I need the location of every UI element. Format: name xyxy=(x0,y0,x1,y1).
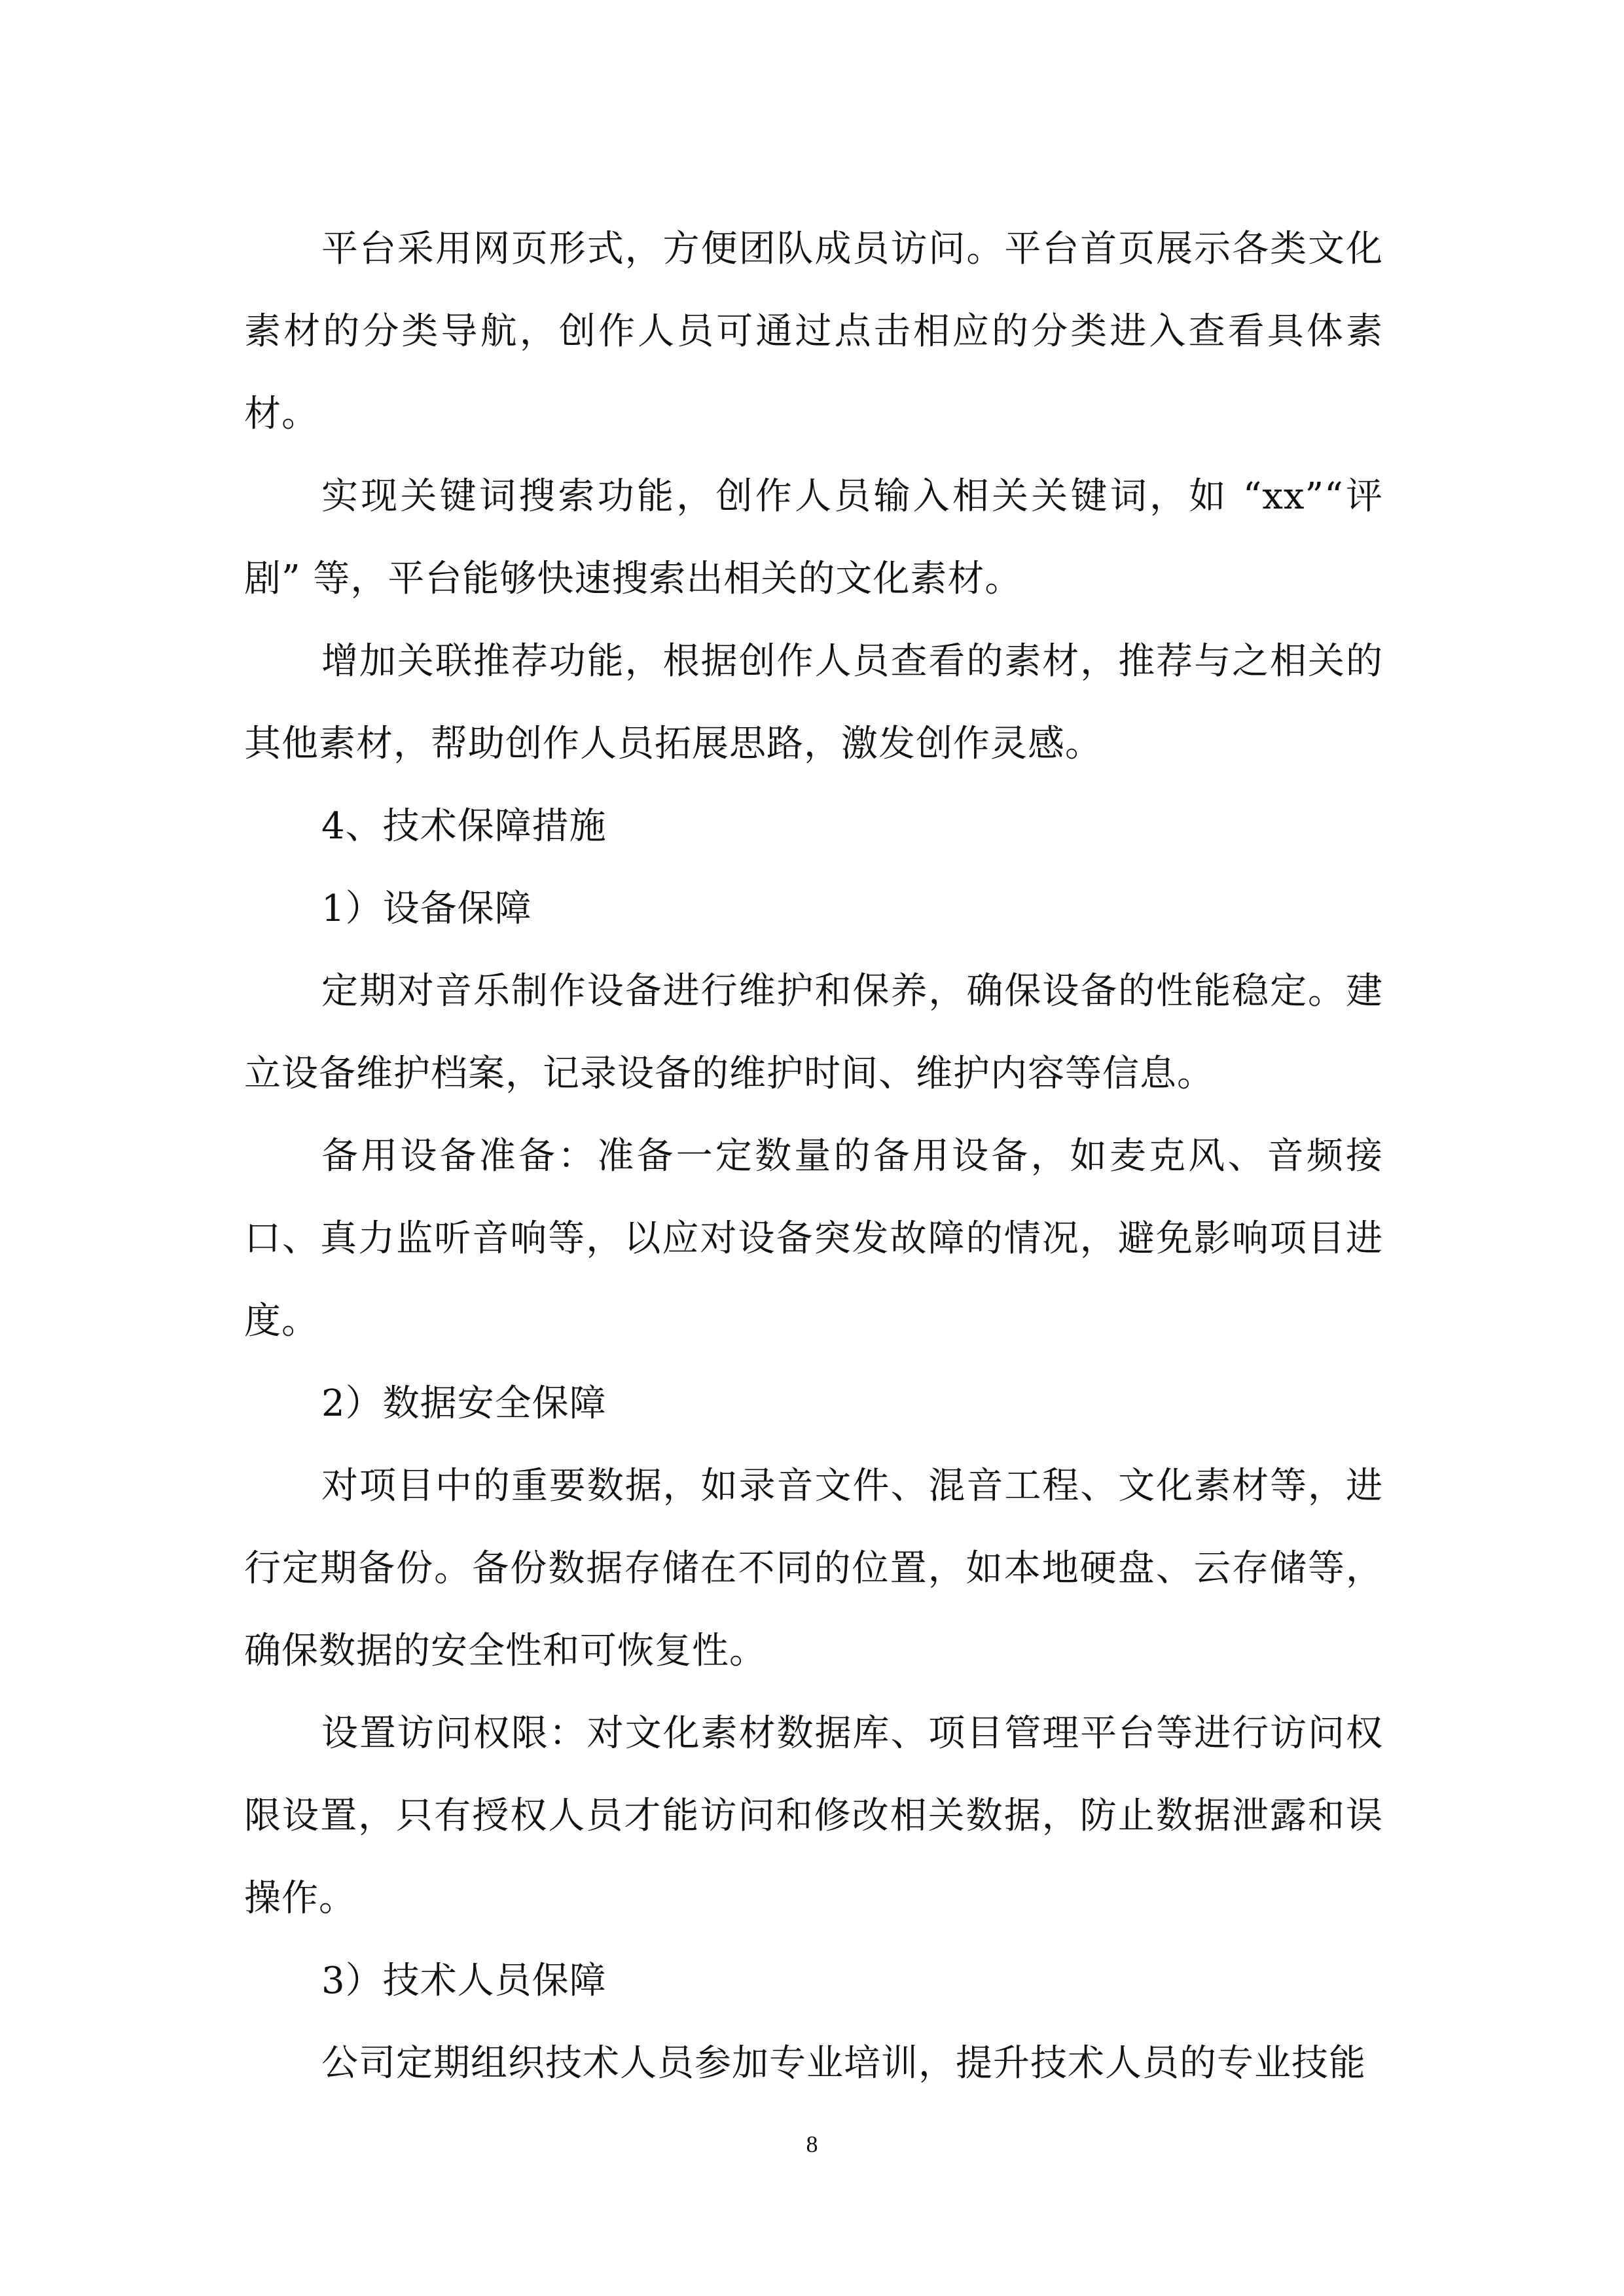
document-body xyxy=(244,208,1383,2105)
heading-equipment: 1）设备保障 xyxy=(321,888,532,930)
paragraph-platform-web: 平台采用网页形式，方便团队成员访问。平台首页展示各类文化素材的分类导航，创作人员可通过点击相应的分类进入查看具体素材。 xyxy=(244,228,1383,435)
paragraph-data-backup: 对项目中的重要数据，如录音文件、混音工程、文化素材等，进行定期备份。备份数据存储在不同的位置，如本地硬盘、云存储等，确保数据的安全性和可恢复性。 xyxy=(244,1465,1383,1672)
paragraph-equipment-maintenance: 定期对音乐制作设备进行维护和保养，确保设备的性能稳定。建立设备维护档案，记录设备的维护时间、维护内容等信息。 xyxy=(244,970,1383,1095)
paragraph-keyword-search: 实现关键词搜索功能，创作人员输入相关关键词，如 “xx”“评剧” 等，平台能够快速搜索出相关的文化素材。 xyxy=(244,475,1383,600)
heading-data-security: 2）数据安全保障 xyxy=(321,1382,607,1425)
paragraph-backup-equipment: 备用设备准备：准备一定数量的备用设备，如麦克风、音频接口、真力监听音响等，以应对设备突发故障的情况，避免影响项目进度。 xyxy=(244,1135,1383,1342)
heading-tech-measures: 4、技术保障措施 xyxy=(321,805,607,848)
paragraph-training: 公司定期组织技术人员参加专业培训，提升技术人员的专业技能 xyxy=(321,2042,1366,2085)
paragraph-access-control: 设置访问权限：对文化素材数据库、项目管理平台等进行访问权限设置，只有授权人员才能访问和修改相关数据，防止数据泄露和误操作。 xyxy=(244,1712,1383,1920)
heading-tech-staff: 3）技术人员保障 xyxy=(321,1960,607,2002)
page-number: 8 xyxy=(806,2131,818,2157)
paragraph-recommendation: 增加关联推荐功能，根据创作人员查看的素材，推荐与之相关的其他素材，帮助创作人员拓展思路，激发创作灵感。 xyxy=(244,640,1383,765)
